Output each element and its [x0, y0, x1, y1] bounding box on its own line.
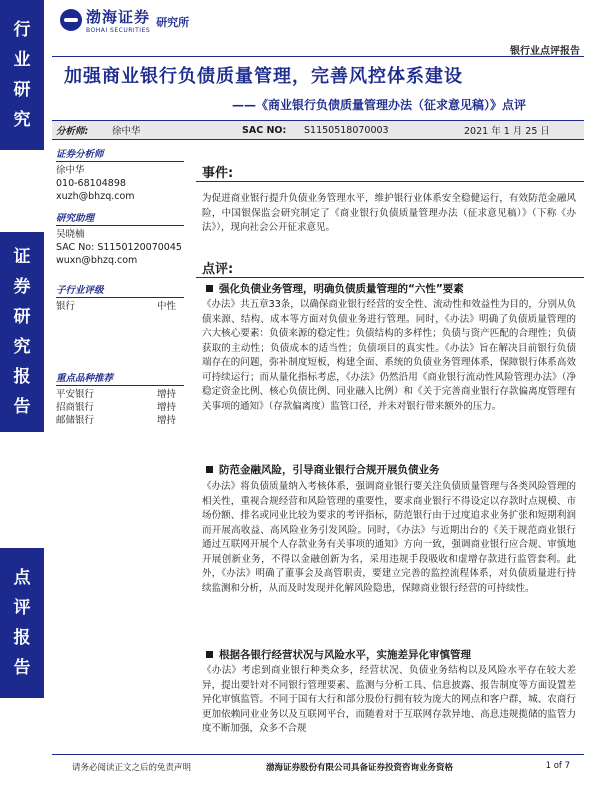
stock-row	[56, 401, 184, 414]
stock-row	[56, 388, 184, 401]
footer-company: 渤海证券股份有限公司具备证券投资咨询业务资格	[266, 763, 454, 773]
rating-block	[56, 284, 184, 313]
sidebar-char: 究	[13, 110, 31, 130]
sidebar-char: 告	[13, 397, 31, 417]
stock-rating: 增持	[156, 402, 176, 413]
stock-row	[56, 414, 184, 427]
info-bar	[52, 120, 584, 140]
page-footer	[52, 754, 584, 773]
point-title-text: 防范金融风险，引导商业银行合规开展负债业务	[219, 464, 440, 476]
rating-value: 中性	[156, 301, 176, 312]
sidebar-char: 究	[13, 337, 31, 357]
analyst-label: 分析师:	[56, 126, 89, 137]
sidebar-char: 研	[13, 307, 31, 327]
analyst-phone: 010-68104898	[56, 178, 126, 189]
assistant-heading: 研究助理	[56, 212, 184, 226]
event-heading: 事件:	[202, 166, 234, 181]
analyst-email: xuzh@bhzq.com	[56, 191, 135, 202]
point-1-title	[206, 281, 464, 296]
rating-heading: 子行业评级	[56, 284, 184, 298]
sac-number: S1150518070003	[304, 124, 389, 136]
bullet-icon	[206, 285, 213, 292]
header-divider	[52, 56, 584, 57]
bullet-icon	[206, 466, 213, 473]
stocks-block	[56, 372, 184, 427]
company-logo	[60, 6, 189, 34]
comment-divider	[196, 277, 584, 278]
sidebar-securities-report	[0, 232, 44, 432]
logo-en: BOHAI SECURITIES	[86, 27, 151, 34]
sidebar-char: 券	[13, 277, 31, 297]
stock-name: 邮储银行	[56, 415, 95, 426]
stock-name: 平安银行	[56, 389, 95, 400]
point-title-text: 强化负债业务管理，明确负债质量管理的“六性”要素	[219, 283, 464, 295]
sidebar-char: 研	[13, 80, 31, 100]
sidebar-char: 报	[13, 367, 31, 387]
sidebar-char: 报	[13, 628, 31, 648]
stock-name: 招商银行	[56, 402, 95, 413]
assistant-block	[56, 212, 184, 267]
stock-rating: 增持	[156, 415, 176, 426]
footer-disclaimer: 请务必阅读正文之后的免责声明	[72, 763, 192, 773]
logo-icon	[60, 9, 82, 31]
point-title-text: 根据各银行经营状况与风险水平，实施差异化审慎管理	[219, 649, 471, 661]
page-number: 1 of 7	[545, 761, 570, 771]
report-date: 2021 年 1 月 25 日	[464, 126, 550, 137]
sidebar-char: 证	[13, 247, 31, 267]
analyst-name: 徐中华	[112, 126, 141, 137]
rating-row	[56, 300, 184, 313]
analyst-contact-name: 徐中华	[56, 165, 85, 176]
event-divider	[196, 181, 584, 182]
sidebar-char: 评	[13, 598, 31, 618]
stock-rating: 增持	[156, 389, 176, 400]
point-1-text: 《办法》共五章33条，以确保商业银行经营的安全性、流动性和效益性为目的，分别从负债来源、结构、成本等方面对负债业务进行管理。同时，《办法》明确了负债质量管理的六大核心要素：负债来源的稳定性；负债结构的多样性；负债与资产匹配的合理性；负债获取的主动性；负债成本的适当性；负债项目的真实性。《办法》旨在解决目前银行负债端存在的问题，弥补制度短板，构建全面、系统的负债业务管理体系，保障银行体系高效可持续运行；而从量化指标考虑，《办法》仍然沿用《商业银行流动性风险管理办法》（净稳定资金比例、核心负债比例、同业融入比例）和《关于完善商业银行存款偏离度管理有关事项的通知》（存款偏离度）监管口径，并未对银行带来额外的压力。	[202, 299, 576, 412]
sidebar-char: 点	[13, 568, 31, 588]
logo-cn: 渤海证券	[86, 8, 151, 26]
point-2-text: 《办法》将负债质量纳入考核体系，强调商业银行要关注负债质量管理与各类风险管理的相关性，重视合规经营和风险管理的重要性，要求商业银行不得设定以存款时点规模、市场份额、排名或同业比较为要求的考评指标，防范银行由于过度追求业务扩张和短期利润而开展高收益、高风险业务引发风险。同时，《办法》与近期出台的《关于规范商业银行通过互联网开展个人存款业务有关事项的通知》方向一致，强调商业银行应合规、审慎地开展创新业务，不得以金融创新为名，采用违规手段吸收和虚增存款进行监管套利。此外，《办法》明确了董事会及高管职责，要建立完善的监控流程体系，对负债质量进行持续监测和分析，从而及时发现并化解风险隐患，保障商业银行经营的可持续性。	[202, 481, 576, 594]
rating-name: 银行	[56, 301, 76, 312]
stocks-heading: 重点品种推荐	[56, 372, 184, 386]
point-3-title	[206, 647, 471, 662]
sidebar-char: 行	[13, 20, 31, 40]
event-text: 为促进商业银行提升负债业务管理水平，维护银行业体系安全稳健运行，有效防范金融风险，中国银保监会研究制定了《商业银行负债质量管理办法（征求意见稿）》（下称《办法》），现向社会公开征求意见。	[202, 193, 576, 233]
sac-label: SAC NO:	[242, 124, 287, 136]
analyst-block	[56, 148, 184, 203]
comment-heading: 点评:	[202, 262, 234, 277]
sidebar-char: 业	[13, 50, 31, 70]
report-subtitle: ——《商业银行负债质量管理办法（征求意见稿）》点评	[232, 98, 527, 112]
sidebar-industry-research	[0, 0, 44, 150]
point-3-text: 《办法》考虑到商业银行种类众多，经营状况、负债业务结构以及风险水平存在较大差异，提出要针对不同银行管理要素、监测与分析工具、信息披露、报告制度等方面设置差异化审慎监管。不同于国有大行和部分股份行拥有较为庞大的网点和客户群，城、农商行更加依赖同业业务以及互联网平台，而随着对于互联网存款异地、高息违规揽储的监管力度不断加强，众多不合规	[202, 665, 576, 734]
assistant-sac: SAC No: S1150120070045	[56, 242, 182, 253]
sidebar-comment-report	[0, 548, 44, 698]
report-type: 银行业点评报告	[510, 46, 580, 57]
report-title: 加强商业银行负债质量管理，完善风控体系建设	[64, 66, 463, 87]
assistant-email: wuxn@bhzq.com	[56, 255, 138, 266]
sidebar-char: 告	[13, 658, 31, 678]
point-2-title	[206, 462, 440, 477]
assistant-name: 吴晓楠	[56, 229, 85, 240]
logo-tag: 研究所	[156, 16, 190, 29]
analyst-heading: 证券分析师	[56, 148, 184, 162]
bullet-icon	[206, 651, 213, 658]
